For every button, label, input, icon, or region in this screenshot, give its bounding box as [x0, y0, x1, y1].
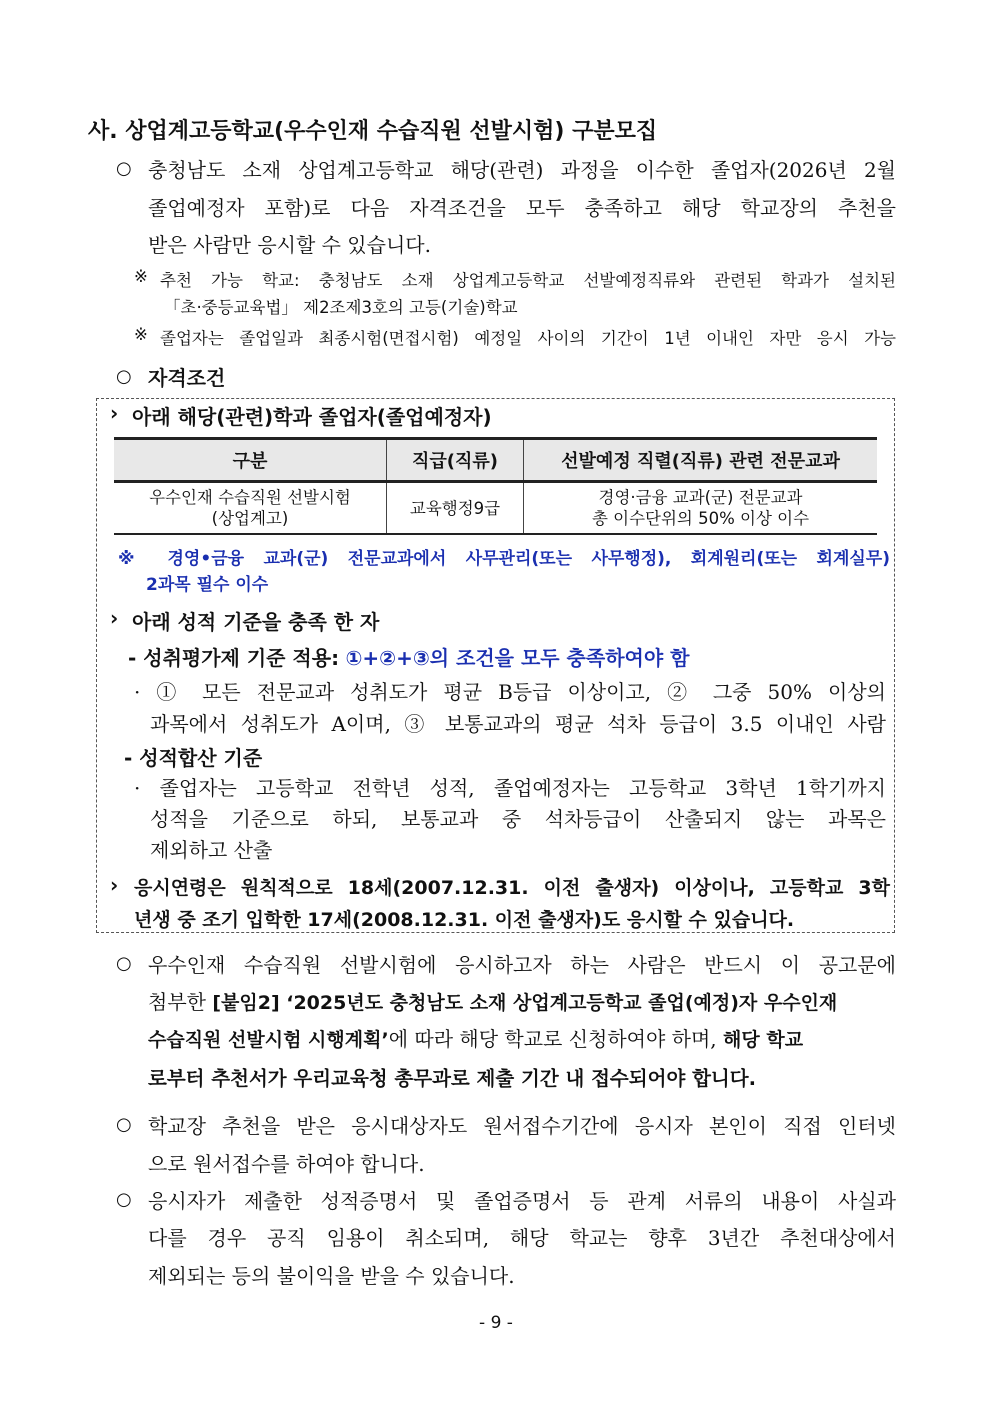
- arrow-icon: ›: [110, 606, 119, 630]
- note-mark-1: ※: [134, 267, 148, 286]
- table-cell-category: 우수인재 수습직원 선발시험 (상업계고): [114, 482, 387, 535]
- qual-bullet: ○: [116, 366, 132, 387]
- calc-line-2: 성적을 기준으로 하되, 보통교과 중 석차등급이 산출되지 않는 과목은: [150, 807, 886, 831]
- eval-label: - 성취평가제 기준 적용:: [128, 646, 340, 670]
- age-line-2: 년생 중 조기 입학한 17세(2008.12.31. 이전 출생자)도 응시할 수 있습니다.: [134, 909, 795, 931]
- table-header-grade: 직급(직류): [387, 439, 524, 482]
- note-1-line-2: 「초·중등교육법」 제2조제3호의 고등(기술)학교: [164, 298, 518, 317]
- apply-attachment-ref: [붙임2] ‘2025년도 충청남도 소재 상업계고등학교 졸업(예정)자 우수인재: [212, 992, 838, 1014]
- qual-title: 자격조건: [148, 366, 226, 390]
- blue-note-line-1: ※ 경영•금융 교과(군) 전문교과에서 사무관리(또는 사무행정), 회계원리(또는 회계실무): [118, 549, 890, 569]
- table-row: [114, 482, 877, 535]
- apply-line-3-rest: 에 따라 해당 학교로 신청하여야 하며,: [388, 1027, 724, 1051]
- intro-line-3: 받은 사람만 응시할 수 있습니다.: [148, 233, 431, 257]
- qualification-table: [114, 437, 877, 535]
- table-header-subjects: 선발예정 직렬(직류) 관련 전문교과: [524, 439, 878, 482]
- eval-line-1: · ① 모든 전문교과 성취도가 평균 B등급 이상이고, ② 그중 50% 이상의: [134, 680, 886, 704]
- online-line-2: 으로 원서접수를 하여야 합니다.: [148, 1152, 425, 1176]
- dept-title: 아래 해당(관련)학과 졸업자(졸업예정자): [132, 405, 492, 429]
- blue-note-line-2: 2과목 필수 이수: [146, 575, 269, 595]
- eval-condition: ①+②+③의 조건을 모두 충족하여야 함: [345, 646, 690, 670]
- section-heading: 사. 상업계고등학교(우수인재 수습직원 선발시험) 구분모집: [88, 119, 658, 144]
- table-cell-subjects: 경영·금융 교과(군) 전문교과 총 이수단위의 50% 이상 이수: [524, 482, 878, 535]
- arrow-icon: ›: [110, 401, 119, 425]
- penalty-line-2: 다를 경우 공직 임용이 취소되며, 해당 학교는 향후 3년간 추천대상에서: [148, 1226, 896, 1250]
- penalty-line-3: 제외되는 등의 불이익을 받을 수 있습니다.: [148, 1264, 515, 1288]
- apply-line-1: 우수인재 수습직원 선발시험에 응시하고자 하는 사람은 반드시 이 공고문에: [148, 953, 896, 977]
- note-1-line-1: 추천 가능 학교: 충청남도 소재 상업계고등학교 선발예정직류와 관련된 학과가 설치된: [160, 271, 896, 290]
- apply-line-3-bold: 해당 학교: [723, 1029, 804, 1051]
- grade-title: 아래 성적 기준을 충족 한 자: [132, 610, 380, 634]
- calc-line-1: · 졸업자는 고등학교 전학년 성적, 졸업예정자는 고등학교 3학년 1학기까지: [134, 776, 886, 800]
- apply-plan-title: 수습직원 선발시험 시행계획’: [148, 1029, 389, 1051]
- intro-line-2: 졸업예정자 포함)로 다음 자격조건을 모두 충족하고 해당 학교장의 추천을: [148, 196, 896, 220]
- penalty-bullet: ○: [116, 1189, 132, 1210]
- calc-title: - 성적합산 기준: [124, 746, 263, 770]
- online-bullet: ○: [116, 1114, 132, 1135]
- apply-line-2-pre: 첨부한: [148, 990, 213, 1014]
- penalty-line-1: 응시자가 제출한 성적증명서 및 졸업증명서 등 관계 서류의 내용이 사실과: [148, 1189, 896, 1213]
- age-line-1: 응시연령은 원칙적으로 18세(2007.12.31. 이전 출생자) 이상이나, 고등학교 3학: [134, 877, 890, 899]
- intro-line-1: 충청남도 소재 상업계고등학교 해당(관련) 과정을 이수한 졸업자(2026년 2월: [148, 158, 896, 182]
- table-cell-grade: 교육행정9급: [387, 482, 524, 535]
- note-mark-2: ※: [134, 325, 148, 344]
- note-2: 졸업자는 졸업일과 최종시험(면접시험) 예정일 사이의 기간이 1년 이내인 자만 응시 가능: [160, 329, 896, 348]
- online-line-1: 학교장 추천을 받은 응시대상자도 원서접수기간에 응시자 본인이 직접 인터넷: [148, 1114, 896, 1138]
- apply-line-4: 로부터 추천서가 우리교육청 총무과로 제출 기간 내 접수되어야 합니다.: [148, 1067, 756, 1090]
- calc-line-3: 제외하고 산출: [150, 838, 273, 862]
- intro-bullet: ○: [116, 158, 132, 179]
- arrow-icon: ›: [110, 873, 119, 897]
- eval-line-2: 과목에서 성취도가 A이며, ③ 보통교과의 평균 석차 등급이 3.5 이내인 사람: [150, 712, 886, 736]
- page-number: - 9 -: [479, 1313, 513, 1333]
- apply-bullet: ○: [116, 953, 132, 974]
- table-header-category: 구분: [114, 439, 387, 482]
